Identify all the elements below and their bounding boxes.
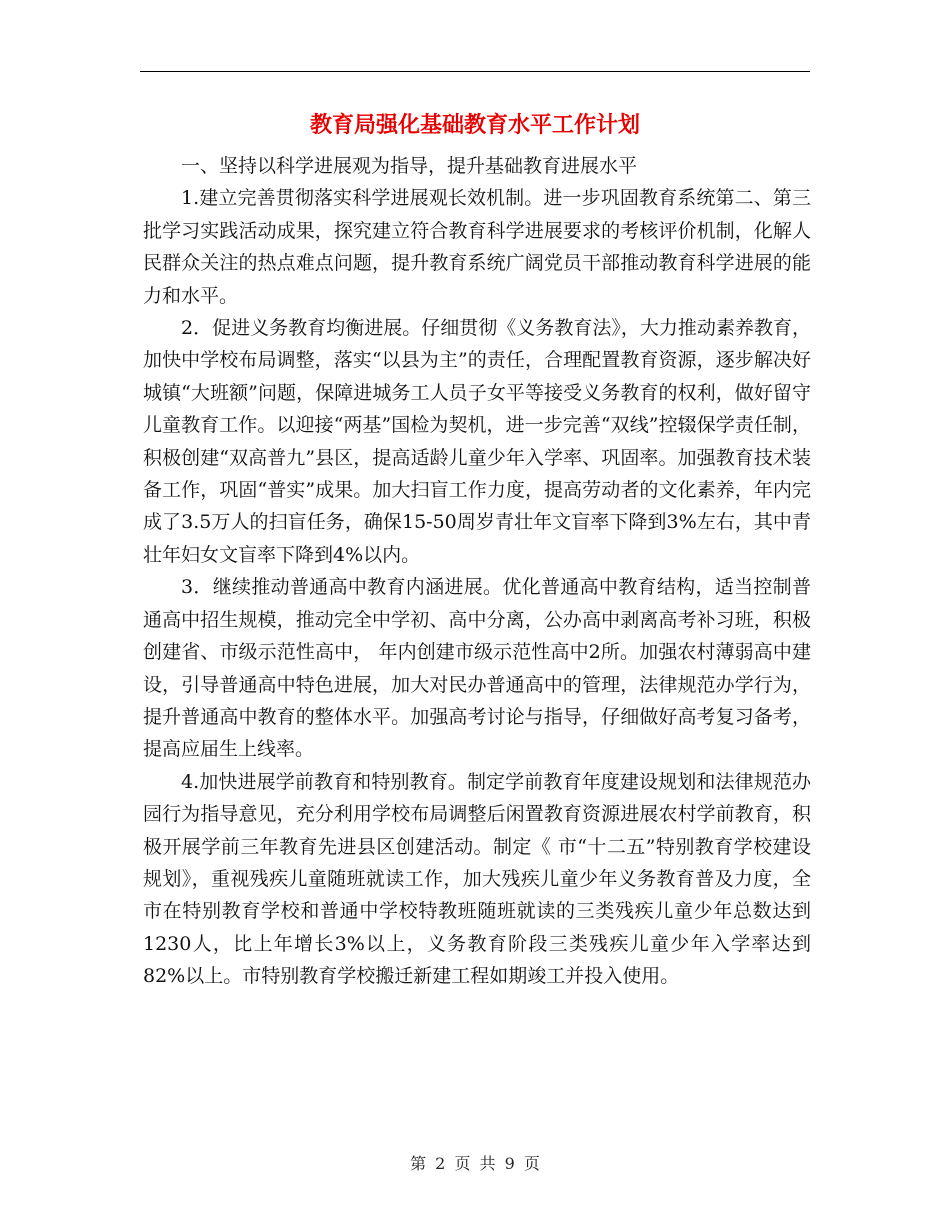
page-number-footer: 第 2 页 共 9 页 — [410, 1154, 540, 1173]
document-body — [143, 150, 811, 993]
paragraph-4: 4.加快进展学前教育和特别教育。制定学前教育年度建设规划和法律规范办园行为指导意见，充分利用学校布局调整后闲置教育资源进展农村学前教育，积极开展学前三年教育先进县区创建活动。制定《 市“十二五”特别教育学校建设规划》，重视残疾儿童随班就读工作，加大残疾儿童少年义务教育普及力度，全市在特别教育学校和普通中学校特教班随班就读的三类残疾儿童少年总数达到1230人，比上年增长3%以上，义务教育阶段三类残疾儿童少年入学率达到82%以上。市特别教育学校搬迁新建工程如期竣工并投入使用。 — [143, 770, 811, 988]
paragraph-1: 1.建立完善贯彻落实科学进展观长效机制。进一步巩固教育系统第二、第三批学习实践活动成果，探究建立符合教育科学进展要求的考核评价机制，化解人民群众关注的热点难点问题，提升教育系统广阔党员干部推动教育科学进展的能力和水平。 — [143, 187, 811, 307]
paragraph-2: 2．促进义务教育均衡进展。仔细贯彻《义务教育法》，大力推动素养教育，加快中学校布局调整，落实“以县为主”的责任，合理配置教育资源，逐步解决好城镇“大班额”问题，保障进城务工人员子女平等接受义务教育的权利，做好留守儿童教育工作。以迎接“两基”国检为契机，进一步完善“双线”控辍保学责任制，积极创建“双高普九”县区，提高适龄儿童少年入学率、巩固率。加强教育技术装备工作，巩固“普实”成果。加大扫盲工作力度，提高劳动者的文化素养，年内完成了3.5万人的扫盲任务，确保15-50周岁青壮年文盲率下降到3%左右，其中青壮年妇女文盲率下降到4%以内。 — [143, 317, 811, 566]
section-heading: 一、坚持以科学进展观为指导，提升基础教育进展水平 — [181, 155, 638, 177]
header-rule — [140, 71, 810, 72]
paragraph-3: 3．继续推动普通高中教育内涵进展。优化普通高中教育结构，适当控制普通高中招生规模，推动完全中学初、高中分离，公办高中剥离高考补习班，积极创建省、市级示范性高中， 年内创建市级示范性高中2所。加强农村薄弱高中建设，引导普通高中特色进展，加大对民办普通高中的管理，法律规范办学行为，提升普通高中教育的整体水平。加强高考讨论与指导，仔细做好高考复习备考，提高应届生上线率。 — [143, 576, 811, 761]
document-title: 教育局强化基础教育水平工作计划 — [309, 112, 640, 138]
